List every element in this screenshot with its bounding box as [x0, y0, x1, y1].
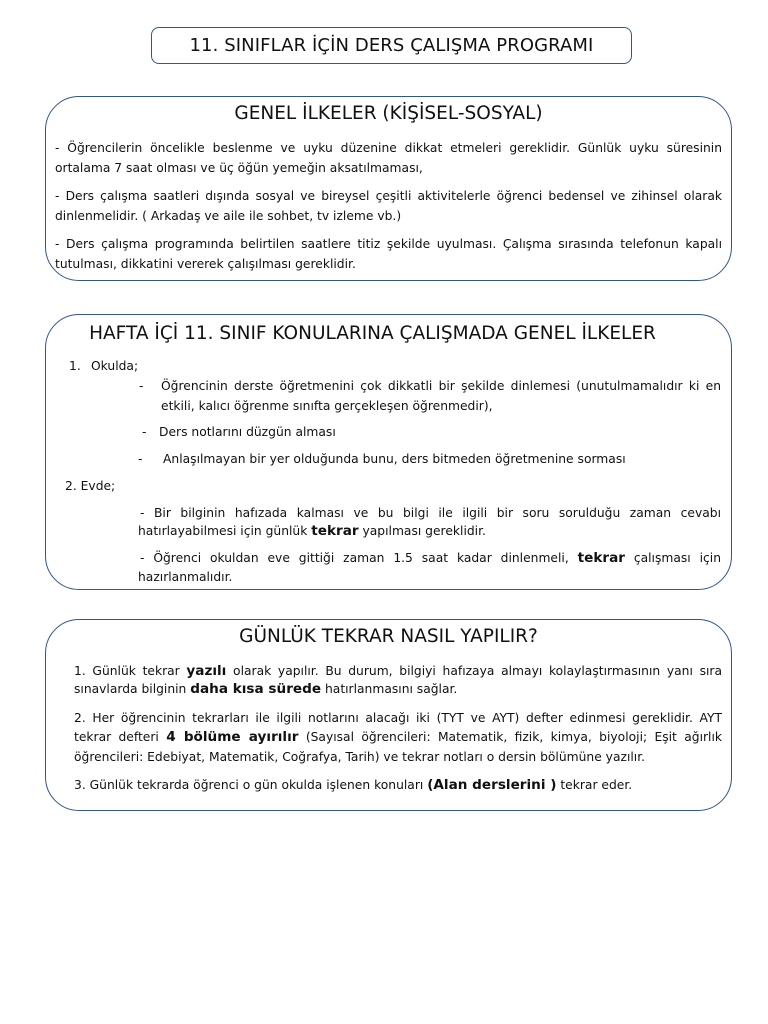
section-heading: GENEL İLKELER (KİŞİSEL-SOSYAL)	[234, 103, 543, 124]
list-item: Ders notlarını düzgün alması	[159, 425, 336, 439]
list-item-line: sınavlarda bilginin daha kısa sürede hatırlanmasını sağlar.	[74, 681, 458, 697]
list-item-line: 2. Her öğrencinin tekrarları ile ilgili notlarını alacağı iki (TYT ve AYT) defter edinmesi gereklidir. AYT	[74, 711, 722, 725]
list-label: 2. Evde;	[65, 479, 116, 493]
list-item: Anlaşılmayan bir yer olduğunda bunu, ders bitmeden öğretmenine sorması	[163, 452, 626, 466]
bullet-dash: -	[142, 425, 147, 439]
list-item-line: hazırlanmalıdır.	[138, 570, 233, 584]
principle-paragraph: - Ders çalışma saatleri dışında sosyal ve bireysel çeşitli aktivitelerle öğrenci bedensel ve zihinsel olarak dinlenmelidir. ( Arkadaş ve aile ile sohbet, tv izleme vb.)	[55, 189, 722, 223]
section-heading: GÜNLÜK TEKRAR NASIL YAPILIR?	[239, 626, 538, 647]
list-number: 1.	[69, 359, 81, 373]
list-item-line: öğrencileri: Edebiyat, Matematik, Coğrafya, Tarih) ve tekrar notları o dersin bölümüne yazılır.	[74, 750, 646, 764]
list-item-line: 3. Günlük tekrarda öğrenci o gün okulda işlenen konuları (Alan derslerini ) tekrar eder.	[74, 777, 633, 793]
list-item-line: hatırlayabilmesi için günlük tekrar yapılması gereklidir.	[138, 523, 486, 539]
general-principles-panel	[45, 96, 732, 281]
principle-paragraph: - Öğrencilerin öncelikle beslenme ve uyku düzenine dikkat etmeleri gereklidir. Günlük uyku süresinin ortalama 7 saat olması ve üç öğün yemeğin aksatılmaması,	[55, 141, 722, 175]
list-item-line: - Bir bilginin hafızada kalması ve bu bilgi ile ilgili bir soru sorulduğu zaman cevabı	[140, 506, 721, 520]
section-heading: HAFTA İÇİ 11. SINIF KONULARINA ÇALIŞMADA GENEL İLKELER	[89, 323, 656, 344]
bullet-dash: -	[138, 452, 143, 466]
weekday-principles-panel	[45, 314, 732, 590]
list-item-line: 1. Günlük tekrar yazılı olarak yapılır. Bu durum, bilgiyi hafızaya almayı kolaylaştırmasının yanı sıra	[74, 663, 722, 679]
bullet-dash: -	[139, 379, 144, 393]
page-title: 11. SINIFLAR İÇİN DERS ÇALIŞMA PROGRAMI	[151, 27, 632, 64]
daily-review-panel	[45, 619, 732, 811]
list-item-line: - Öğrenci okuldan eve gittiği zaman 1.5 saat kadar dinlenmeli, tekrar çalışması için	[140, 550, 721, 566]
list-item-line: tekrar defteri 4 bölüme ayırılır (Sayısal öğrencileri: Matematik, fizik, kimya, biyoloji; Eşit ağırlık	[74, 729, 722, 745]
list-item: Öğrencinin derste öğretmenini çok dikkatli bir şekilde dinlemesi (unutulmamalıdır ki en etkili, kalıcı öğrenme sınıfta gerçekleşen öğrenmedir),	[161, 379, 721, 413]
principle-paragraph: - Ders çalışma programında belirtilen saatlere titiz şekilde uyulması. Çalışma sırasında telefonun kapalı tutulması, dikkatini vererek çalışılması gereklidir.	[55, 237, 722, 271]
list-label: Okulda;	[91, 359, 139, 373]
